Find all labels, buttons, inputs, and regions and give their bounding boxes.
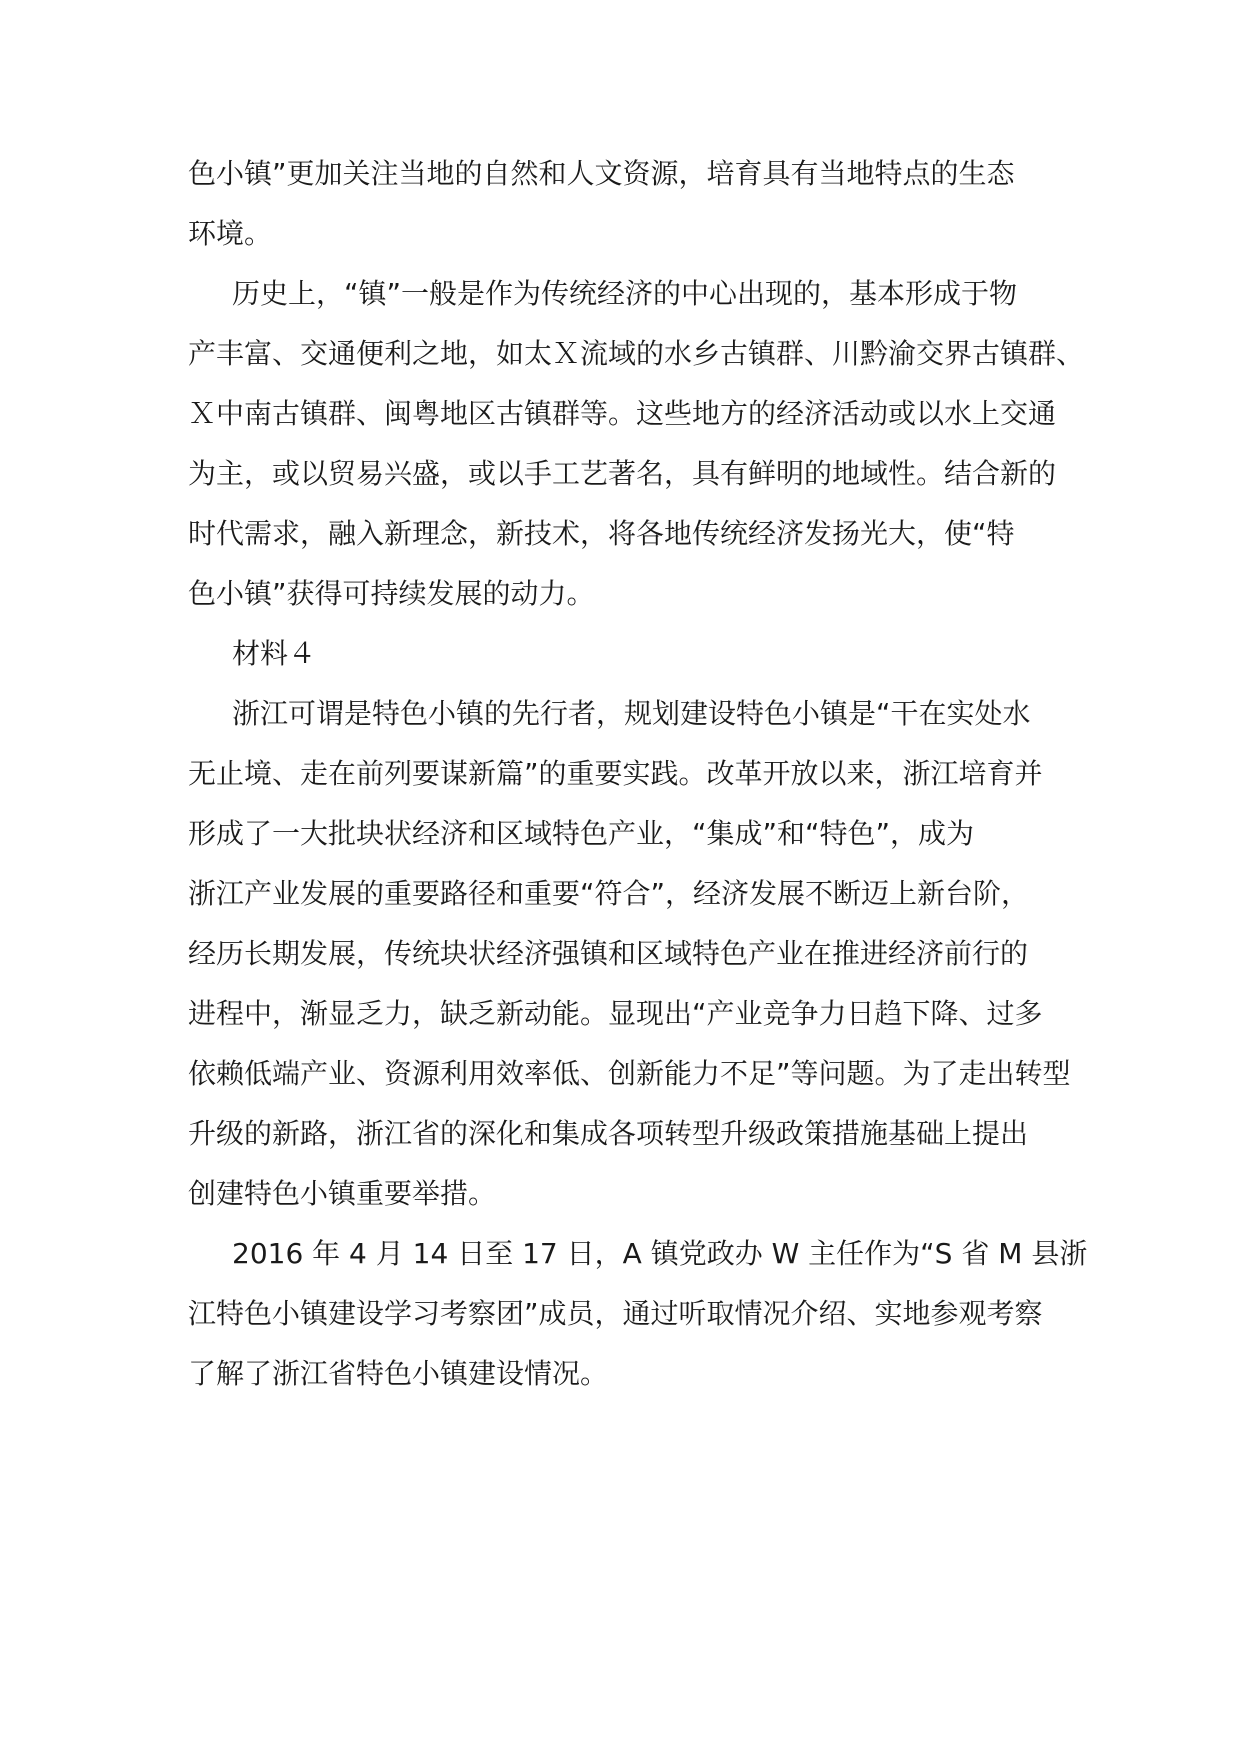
text-line: 江特色小镇建设学习考察团”成员，通过听取情况介绍、实地参观考察 — [188, 1297, 1043, 1330]
text-line: Ｘ中南古镇群、闽粤地区古镇群等。这些地方的经济活动或以水上交通 — [188, 397, 1057, 430]
paragraph-start: 浙江可谓是特色小镇的先行者，规划建设特色小镇是“干在实处水 — [232, 697, 1031, 730]
text-line: 了解了浙江省特色小镇建设情况。 — [188, 1357, 609, 1390]
text-line: 无止境、走在前列要谋新篇”的重要实践。改革开放以来，浙江培育并 — [188, 757, 1043, 790]
text-line: 经历长期发展，传统块状经济强镇和区域特色产业在推进经济前行的 — [188, 937, 1029, 970]
text-line: 依赖低端产业、资源利用效率低、创新能力不足”等问题。为了走出转型 — [188, 1057, 1071, 1090]
text-line: 产丰富、交通便利之地，如太Ｘ流域的水乡古镇群、川黔渝交界古镇群、 — [188, 337, 1085, 370]
text-line: 色小镇”更加关注当地的自然和人文资源，培育具有当地特点的生态 — [188, 157, 1015, 190]
text-line: 为主，或以贸易兴盛，或以手工艺著名，具有鲜明的地域性。结合新的 — [188, 457, 1057, 490]
text-line: 创建特色小镇重要举措。 — [188, 1177, 497, 1210]
paragraph-start: 2016 年 4 月 14 日至 17 日，A 镇党政办 W 主任作为“S 省 M 县浙 — [232, 1237, 1088, 1270]
text-line: 环境。 — [188, 217, 273, 250]
text-line: 色小镇”获得可持续发展的动力。 — [188, 577, 595, 610]
text-line: 进程中，渐显乏力，缺乏新动能。显现出“产业竞争力日趋下降、过多 — [188, 997, 1043, 1030]
paragraph-start: 历史上，“镇”一般是作为传统经济的中心出现的，基本形成于物 — [232, 277, 1018, 310]
text-line: 形成了一大批块状经济和区域特色产业，“集成”和“特色”，成为 — [188, 817, 975, 850]
section-heading: 材料４ — [232, 637, 317, 670]
text-line: 时代需求，融入新理念，新技术，将各地传统经济发扬光大，使“特 — [188, 517, 1015, 550]
text-line: 浙江产业发展的重要路径和重要“符合”，经济发展不断迈上新台阶， — [188, 877, 1030, 910]
text-line: 升级的新路，浙江省的深化和集成各项转型升级政策措施基础上提出 — [188, 1117, 1029, 1150]
